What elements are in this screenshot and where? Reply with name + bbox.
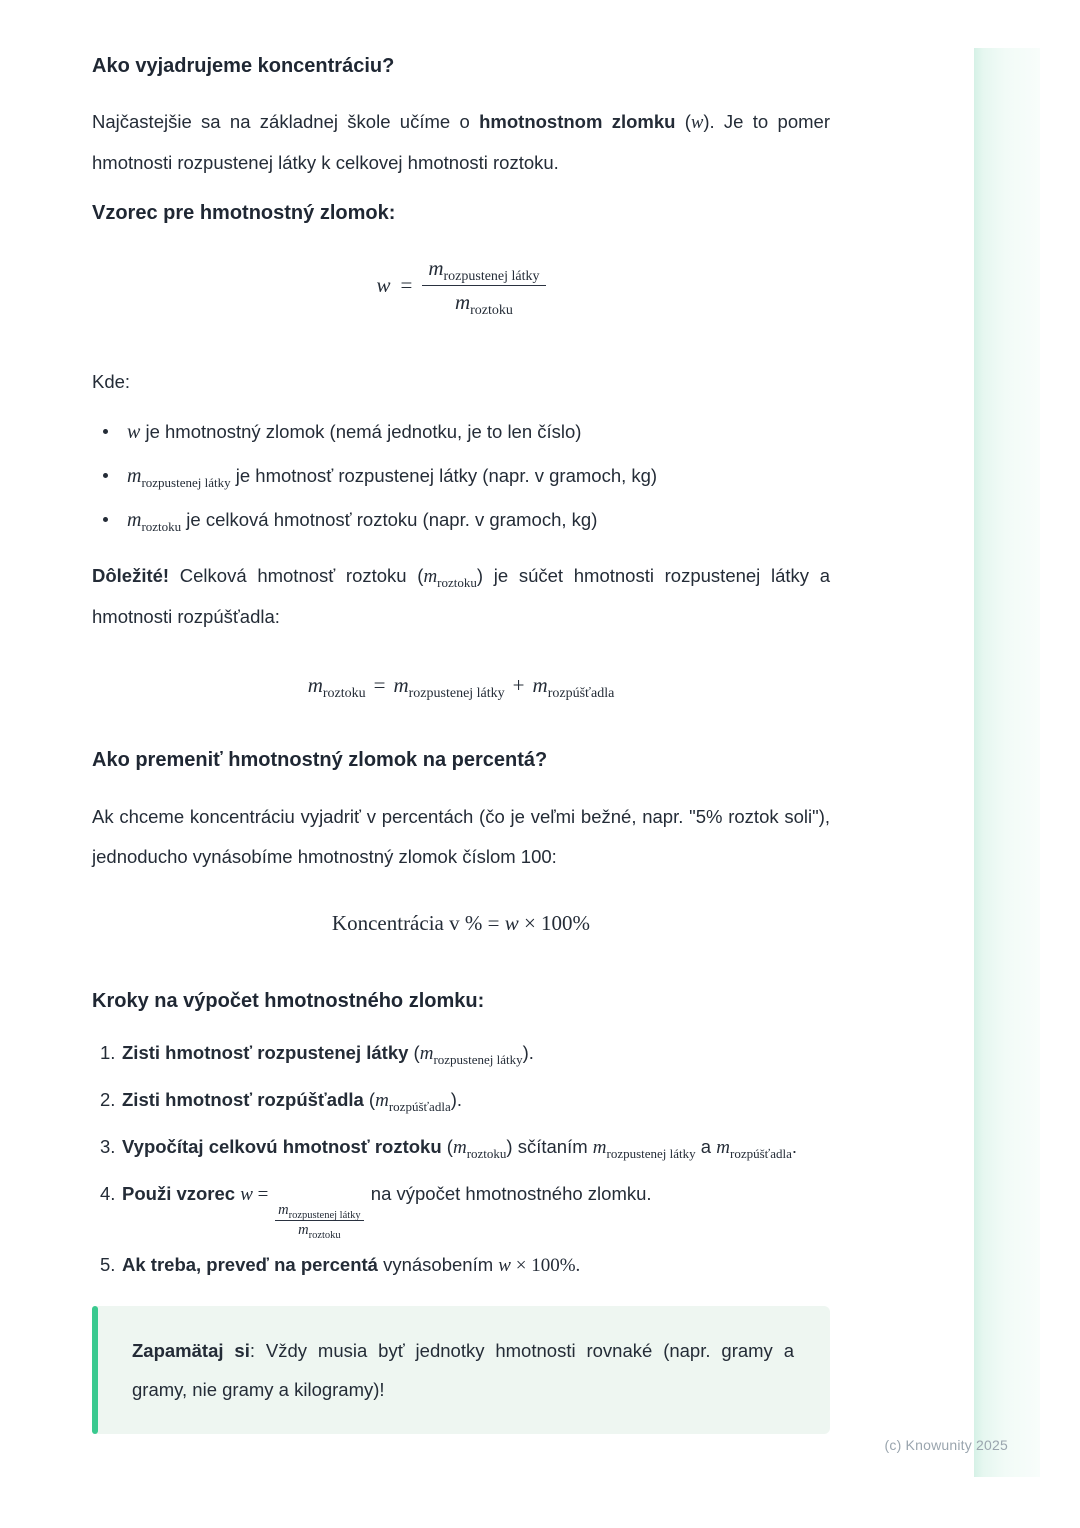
step-bold: Použi vzorec (122, 1183, 241, 1204)
math-term (532, 673, 615, 702)
formula-mass-fraction (92, 256, 830, 319)
math-term (375, 1090, 451, 1114)
subscript-rozpustadla: rozpúšťadla (388, 1098, 451, 1114)
callout-accent-bar (92, 1306, 98, 1434)
percent-paragraph: Ak chceme koncentráciu vyjadriť v percentách (čo je veľmi bežné, napr. "5% roztok soli"), jednoducho vynásobíme hmotnostný zlomok číslom 100: (92, 806, 830, 867)
callout-body-text: : Vždy musia byť jednotky hmotnosti rovnaké (napr. gramy a gramy, nie gramy a kilogramy)! (132, 1340, 794, 1400)
list-item (92, 498, 830, 542)
equals-sign (253, 1184, 273, 1205)
step-text: ). (522, 1042, 534, 1063)
math-var-w: w (376, 273, 391, 297)
bullet-content (127, 454, 657, 498)
step-content (122, 1034, 830, 1073)
intro-paragraph (92, 102, 830, 182)
step-content (122, 1175, 830, 1241)
formula-percent-text-2: × 100% (518, 911, 591, 935)
step-content (122, 1128, 830, 1167)
fraction-numerator (422, 256, 545, 286)
subscript-rozpustenej-latky: rozpustenej látky (606, 1145, 696, 1161)
callout-text (132, 1331, 794, 1409)
subscript-roztoku: roztoku (437, 574, 477, 590)
step-item (92, 1246, 830, 1285)
subscript-rozpustenej-latky: rozpustenej látky (443, 269, 540, 285)
step-bold: Vypočítaj celkovú hmotnosť roztoku (122, 1136, 442, 1157)
callout-title: Zapamätaj si (132, 1340, 250, 1361)
subscript-roztoku: roztoku (466, 1145, 507, 1161)
math-term (393, 673, 505, 702)
step-text: ( (441, 1136, 453, 1157)
list-item (92, 454, 830, 498)
callout-zapamataj-si (92, 1306, 830, 1434)
math-var-m: m (716, 1137, 730, 1158)
math-term (419, 1043, 523, 1067)
step-number: 3. (100, 1136, 116, 1157)
copyright-footer: (c) Knowunity 2025 (884, 1437, 1008, 1453)
step-text: ( (408, 1042, 420, 1063)
step-number: 2. (100, 1089, 116, 1110)
math-term (452, 1137, 507, 1161)
step-bold: Zisti hmotnosť rozpúšťadla (122, 1089, 364, 1110)
math-var-m: m (307, 673, 323, 697)
math-var-w: w (127, 421, 141, 443)
math-var-m: m (428, 256, 444, 280)
step-text: a (695, 1136, 717, 1157)
step-bold: Ak treba, preveď na percentá (122, 1254, 378, 1276)
plus-sign: + (512, 673, 525, 697)
step-content (122, 1246, 830, 1285)
subscript-rozpustadla: rozpúšťadla (547, 686, 615, 702)
math-var-m: m (452, 1137, 467, 1158)
intro-bold-term: hmotnostnom zlomku (479, 111, 676, 132)
fraction-denominator (298, 1221, 341, 1239)
intro-text-1: Najčastejšie sa na základnej škole učíme o (92, 111, 480, 132)
math-term (592, 1137, 696, 1161)
list-item (92, 410, 830, 454)
math-var-w: w (504, 911, 519, 935)
fraction (422, 256, 545, 319)
step-math-text: × 100%. (510, 1255, 581, 1277)
subscript-rozpustenej-latky: rozpustenej látky (433, 1051, 523, 1067)
kde-label: Kde: (92, 371, 131, 392)
fraction-denominator (454, 286, 513, 319)
fraction-numerator (275, 1202, 364, 1221)
heading-ako-vyjadrujeme: Ako vyjadrujeme koncentráciu? (92, 55, 395, 77)
decorative-side-stripe (974, 48, 1040, 1477)
important-text-1: Celková hmotnosť roztoku ( (169, 565, 424, 586)
step-text: na výpočet hmotnostného zlomku. (365, 1183, 652, 1204)
important-text-2: ) je súčet hmotnosti rozpustenej látky a hmotnosti rozpúšťadla: (92, 565, 831, 627)
math-term (127, 465, 231, 490)
math-term (307, 673, 366, 702)
bullet-text: je hmotnosť rozpustenej látky (napr. v gramoch, kg) (230, 465, 658, 486)
subscript-rozpustenej-latky: rozpustenej látky (141, 475, 231, 490)
subscript-roztoku: roztoku (141, 519, 182, 534)
bullet-text: je celková hmotnosť roztoku (napr. v gramoch, kg) (181, 509, 598, 530)
equals-sign: = (400, 273, 413, 297)
math-var-w: w (690, 113, 704, 133)
heading-vzorec: Vzorec pre hmotnostný zlomok: (92, 202, 396, 224)
subscript-rozpustadla: rozpúšťadla (729, 1145, 792, 1161)
steps-list (92, 1034, 830, 1293)
bullet-dot (103, 429, 108, 434)
step-item (92, 1128, 830, 1167)
step-item (92, 1175, 830, 1241)
bullet-text: je hmotnostný zlomok (nemá jednotku, je to len číslo) (140, 421, 582, 442)
bullet-dot (103, 517, 108, 522)
math-var-m: m (532, 673, 548, 697)
step-text: ) sčítaním (506, 1136, 593, 1157)
step-number: 1. (100, 1042, 116, 1063)
math-term (423, 566, 477, 590)
bullet-dot (103, 473, 108, 478)
inline-fraction (275, 1202, 364, 1241)
subscript-rozpustenej-latky: rozpustenej látky (408, 686, 505, 702)
step-text: vynásobením (377, 1254, 499, 1276)
important-paragraph (92, 556, 830, 637)
step-text: ( (363, 1089, 376, 1110)
step-item (92, 1034, 830, 1073)
equals-glyph: = (257, 1184, 269, 1205)
subscript-roztoku: roztoku (470, 303, 513, 319)
bullet-content (127, 410, 581, 454)
subscript-roztoku: roztoku (308, 1229, 341, 1241)
formula-percent (92, 908, 830, 938)
subscript-rozpustenej-latky: rozpustenej látky (288, 1209, 361, 1221)
math-var-m: m (278, 1202, 289, 1218)
important-label: Dôležité! (92, 565, 170, 586)
equals-sign: = (373, 673, 386, 697)
heading-kroky: Kroky na výpočet hmotnostného zlomku: (92, 990, 485, 1012)
intro-text-2: ). Je to pomer hmotnosti rozpustenej látky k celkovej hmotnosti roztoku. (92, 111, 830, 173)
subscript-roztoku: roztoku (322, 686, 366, 702)
math-term (127, 509, 182, 534)
bullet-content (127, 498, 597, 542)
math-var-m: m (454, 290, 471, 314)
math-var-m: m (127, 509, 142, 531)
math-var-m: m (592, 1137, 607, 1158)
math-var-w: w (240, 1184, 253, 1205)
step-text: . (791, 1136, 797, 1157)
math-var-m: m (127, 465, 142, 487)
math-var-m: m (298, 1221, 309, 1238)
step-bold: Zisti hmotnosť rozpustenej látky (122, 1042, 409, 1063)
formula-percent-text-1: Koncentrácia v % = (331, 911, 505, 935)
step-number: 5. (100, 1254, 116, 1276)
intro-paren-open: ( (675, 111, 691, 132)
math-var-m: m (393, 673, 409, 697)
math-var-m: m (423, 566, 438, 587)
step-text: ). (450, 1089, 463, 1110)
math-var-m: m (375, 1090, 389, 1111)
heading-premenit-na-percenta: Ako premeniť hmotnostný zlomok na percentá? (92, 749, 548, 771)
step-content (122, 1081, 830, 1120)
math-term (716, 1137, 792, 1161)
kde-bullet-list (92, 410, 830, 542)
math-var-w: w (498, 1255, 511, 1277)
formula-total-mass (92, 670, 830, 700)
step-number: 4. (100, 1183, 116, 1204)
math-var-m: m (419, 1043, 434, 1064)
step-item (92, 1081, 830, 1120)
